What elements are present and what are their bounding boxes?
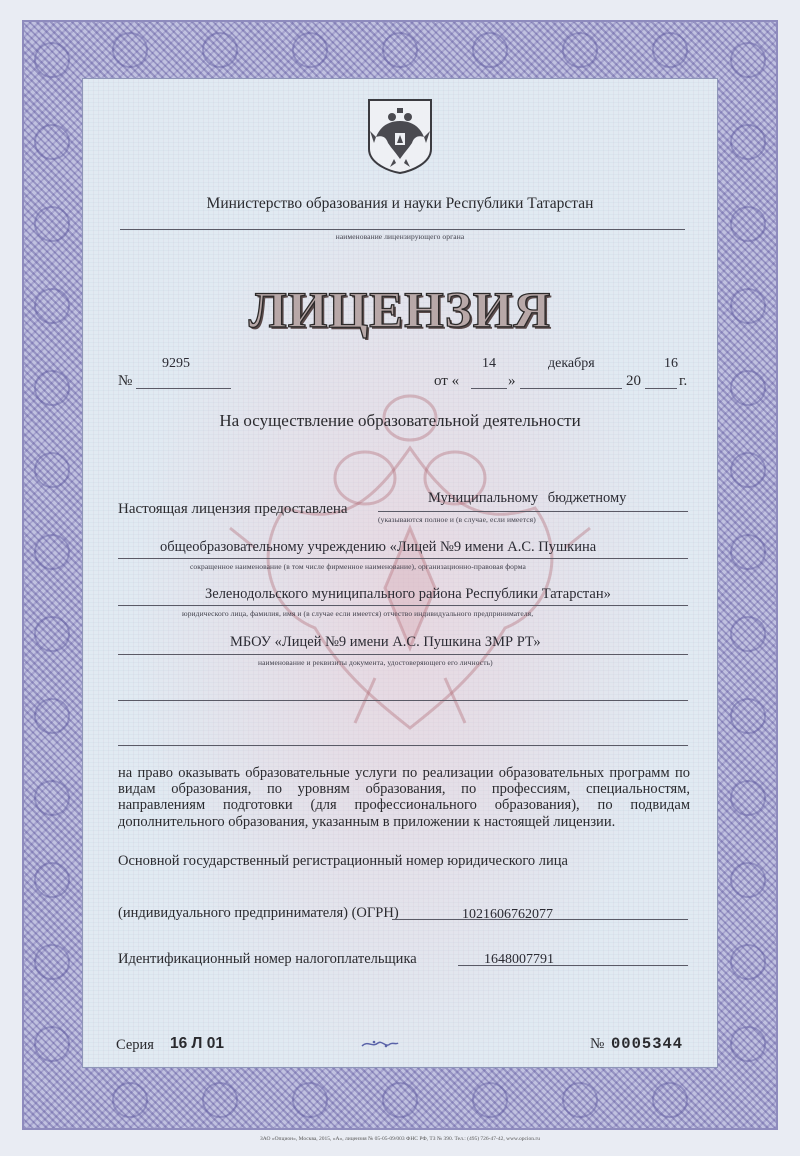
border-rosette <box>730 944 766 980</box>
border-rosette <box>562 1082 598 1118</box>
border-rosette <box>292 32 328 68</box>
border-rosette <box>730 1026 766 1062</box>
inn-value: 1648007791 <box>484 952 554 967</box>
grantee-name-line2: общеобразовательному учреждению «Лицей №9 имени А.С. Пушкина <box>160 539 597 555</box>
border-rosette <box>730 452 766 488</box>
license-purpose: На осуществление образовательной деятельности <box>219 411 581 430</box>
coat-of-arms-icon <box>366 97 434 175</box>
year-underline <box>645 388 677 389</box>
border-rosette <box>34 616 70 652</box>
series-value: 16 Л 01 <box>170 1035 224 1052</box>
license-day: 14 <box>482 356 496 371</box>
licensing-authority: Министерство образования и науки Республики Татарстан <box>206 195 594 212</box>
border-rosette <box>34 862 70 898</box>
border-rosette <box>472 32 508 68</box>
ogrn-value: 1021606762077 <box>462 907 553 922</box>
border-rosette <box>202 1082 238 1118</box>
authority-underline <box>120 229 685 230</box>
border-rosette <box>34 780 70 816</box>
border-rosette <box>112 32 148 68</box>
border-rosette <box>652 1082 688 1118</box>
blank-line-1 <box>118 700 688 701</box>
ogrn-label-line1: Основной государственный регистрационный номер юридического лица <box>118 853 568 869</box>
border-rosette <box>730 780 766 816</box>
border-rosette <box>34 698 70 734</box>
series-label: Серия <box>116 1037 154 1053</box>
border-rosette <box>34 944 70 980</box>
border-rosette <box>202 32 238 68</box>
date-from-label: от « <box>434 373 460 389</box>
border-rosette <box>112 1082 148 1118</box>
grantee-line2-underline <box>118 558 688 559</box>
border-rosette <box>34 1026 70 1062</box>
border-rosette <box>730 42 766 78</box>
border-rosette <box>34 452 70 488</box>
grantee-intro: Настоящая лицензия предоставлена <box>118 501 348 517</box>
border-rosette <box>34 42 70 78</box>
license-number: 9295 <box>162 356 190 371</box>
border-rosette <box>652 32 688 68</box>
grantee-caption3: юридического лица, фамилия, имя и (в случае если имеется) отчество индивидуального предпринимателя, <box>182 609 534 618</box>
year-prefix: 20 <box>626 373 641 389</box>
grantee-name-line3: Зеленодольского муниципального района Республики Татарстан» <box>205 586 611 602</box>
rights-paragraph: на право оказывать образовательные услуги по реализации образовательных программ по видам образования, по уровням образования, по профессиям, специальностям, направлениям подготовки (для профессионального образования), по подвидам дополнительного образования, указанным в приложении к настоящей лицензии. <box>118 765 690 830</box>
border-rosette <box>382 32 418 68</box>
grantee-line4-underline <box>118 654 688 655</box>
grantee-caption2: сокращенное наименование (в том числе фирменное наименование), организационно-правовая форма <box>190 562 526 571</box>
grantee-caption1: (указываются полное и (в случае, если имеется) <box>378 515 536 524</box>
grantee-line1-underline <box>378 511 688 512</box>
number-underline <box>136 388 231 389</box>
authority-caption: наименование лицензирующего органа <box>335 232 465 241</box>
blank-line-2 <box>118 745 688 746</box>
license-year: 16 <box>664 356 678 371</box>
border-rosette <box>292 1082 328 1118</box>
number-sign: № <box>118 373 133 389</box>
month-underline <box>520 388 622 389</box>
grantee-caption4: наименование и реквизиты документа, удостоверяющего его личность) <box>258 658 493 667</box>
document-title: ЛИЦЕНЗИЯ <box>248 283 552 339</box>
day-underline <box>471 388 507 389</box>
border-rosette <box>562 32 598 68</box>
ogrn-label-line2: (индивидуального предпринимателя) (ОГРН) <box>118 905 399 921</box>
grantee-name-line4: МБОУ «Лицей №9 имени А.С. Пушкина ЗМР РТ» <box>230 634 541 650</box>
grantee-name-line1: Муниципальному бюджетному <box>428 490 627 506</box>
border-rosette <box>730 698 766 734</box>
date-day-close: » <box>508 373 516 389</box>
grantee-line3-underline <box>118 605 688 606</box>
border-rosette <box>730 124 766 160</box>
border-rosette <box>730 370 766 406</box>
inn-label: Идентификационный номер налогоплательщика <box>118 951 417 967</box>
border-rosette <box>730 616 766 652</box>
border-rosette <box>730 534 766 570</box>
license-month: декабря <box>548 356 595 371</box>
form-number: 0005344 <box>611 1035 684 1053</box>
border-rosette <box>34 370 70 406</box>
border-rosette <box>34 534 70 570</box>
border-rosette <box>472 1082 508 1118</box>
stamp-mark-icon <box>360 1036 400 1052</box>
form-number-sign: № <box>590 1036 605 1052</box>
border-rosette <box>34 124 70 160</box>
year-suffix: г. <box>679 373 688 389</box>
printer-footer: ЗАО «Опцион», Москва, 2015, «А», лицензия № 05-05-09/003 ФНС РФ, ТЗ № 390. Тел.: (495) 726-47-42, www.opcion.ru <box>260 1136 540 1142</box>
border-rosette <box>382 1082 418 1118</box>
border-rosette <box>730 862 766 898</box>
